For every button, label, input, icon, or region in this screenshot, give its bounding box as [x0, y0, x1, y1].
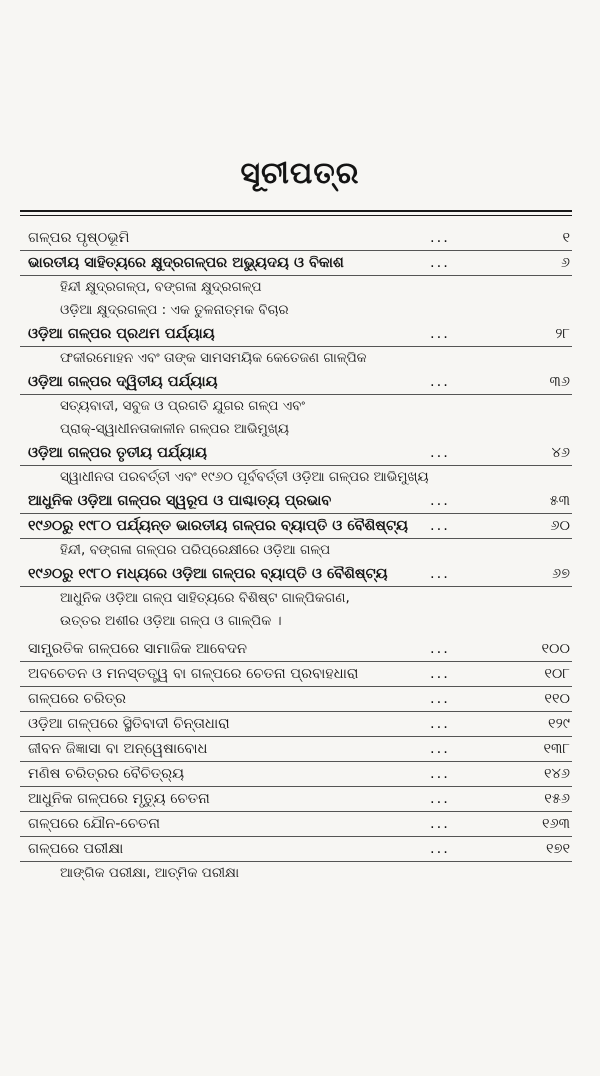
- leader-dots: ...: [430, 518, 450, 534]
- toc-subentry-text: ହିନ୍ଦୀ, ବଙ୍ଗଳା ଗଳ୍ପର ପରିପ୍ରେକ୍ଷୀରେ ଓଡ଼ିଆ ଗଳ୍ପ: [60, 542, 331, 558]
- toc-entry: [20, 687, 572, 712]
- toc-page-number: ୩୬: [549, 374, 570, 390]
- toc-subentry-text: ଓଡ଼ିଆ କ୍ଷୁଦ୍ରଗଳ୍ପ : ଏକ ତୁଳନାତ୍ମକ ବିଚାର: [60, 302, 289, 318]
- toc-entry: [20, 251, 572, 276]
- toc-page-number: ୧: [562, 230, 570, 246]
- toc-page-number: ୧୧୦: [544, 691, 570, 707]
- toc-page-number: ୫୩: [549, 493, 570, 509]
- toc-entry: [20, 370, 572, 395]
- toc-entry-title: ଗଳ୍ପର ପୃଷ୍ଠଭୂମି: [28, 230, 130, 246]
- toc-entry-title: ଜୀବନ ଜିଜ୍ଞାସା ବା ଅନ୍ୱେଷାବୋଧ: [28, 741, 208, 757]
- toc-entry-title: ୧୯୬୦ରୁ ୧୯୮୦ ପର୍ଯ୍ୟନ୍ତ ଭାରତୀୟ ଗଳ୍ପର ବ୍ୟାପ୍ତି ଓ ବୈଶିଷ୍ଟ୍ୟ: [28, 518, 408, 534]
- toc-subentry-text: ଆଙ୍ଗିକ ପରୀକ୍ଷା, ଆତ୍ମିକ ପରୀକ୍ଷା: [60, 865, 240, 881]
- toc-entry-title: ସାମ୍ପ୍ରତିକ ଗଳ୍ପରେ ସାମାଜିକ ଆବେଦନ: [28, 641, 247, 657]
- toc-entry-title: ଗଳ୍ପରେ ଯୌନ-ଚେତନା: [28, 816, 161, 832]
- toc-subentry: [0, 466, 600, 489]
- toc-entry: [20, 837, 572, 862]
- page-title: ସୂଚୀପତ୍ର: [240, 156, 360, 191]
- leader-dots: ...: [430, 326, 450, 342]
- toc-subentry-text: ଉତ୍ତର ଅଶୀର ଓଡ଼ିଆ ଗଳ୍ପ ଓ ଗାଳ୍ପିକ ।: [60, 613, 282, 629]
- toc-subentry: [0, 276, 600, 299]
- toc-entry-title: ଅବଚେତନ ଓ ମନସ୍ତତ୍ତ୍ୱ ବା ଗଳ୍ପରେ ଚେତନା ପ୍ରବାହଧାରା: [28, 666, 359, 682]
- toc-subentry: [0, 418, 600, 441]
- leader-dots: ...: [430, 691, 450, 707]
- leader-dots: ...: [430, 841, 450, 857]
- toc-entry: [20, 662, 572, 687]
- toc-entry-title: ଗଳ୍ପରେ ପରୀକ୍ଷା: [28, 841, 124, 857]
- toc-entry-title: ଆଧୁନିକ ଗଳ୍ପରେ ମୃତ୍ୟୁ ଚେତନା: [28, 791, 210, 807]
- toc-page-number: ୬: [560, 255, 570, 271]
- toc-subentry-text: ସ୍ୱାଧୀନତା ପରବର୍ତ୍ତୀ ଏବଂ ୧୯୬୦ ପୂର୍ବବର୍ତ୍ତୀ ଓଡ଼ିଆ ଗଳ୍ପର ଆଭିମୁଖ୍ୟ: [60, 469, 429, 485]
- toc-entry: [20, 226, 572, 251]
- toc-entry: [20, 762, 572, 787]
- toc-entry-title: ମଣିଷ ଚରିତ୍ରର ବୈଚିତ୍ର୍ୟ: [28, 766, 185, 782]
- leader-dots: ...: [430, 641, 450, 657]
- leader-dots: ...: [430, 791, 450, 807]
- leader-dots: ...: [430, 230, 450, 246]
- toc-page-number: ୧୬୩: [541, 816, 570, 832]
- toc-entry-title: ଓଡ଼ିଆ ଗଳ୍ପର ତୃତୀୟ ପର୍ଯ୍ୟାୟ: [28, 445, 207, 461]
- toc-entry: [20, 514, 572, 539]
- toc-entry-title: ଗଳ୍ପରେ ଚରିତ୍ର: [28, 691, 126, 707]
- leader-dots: ...: [430, 816, 450, 832]
- toc-page-number: ୧୪୬: [544, 766, 570, 782]
- leader-dots: ...: [430, 566, 450, 582]
- leader-dots: ...: [430, 741, 450, 757]
- toc-entry-title: ୧୯୬୦ରୁ ୧୯୮୦ ମଧ୍ୟରେ ଓଡ଼ିଆ ଗଳ୍ପର ବ୍ୟାପ୍ତି ଓ ବୈଶିଷ୍ଟ୍ୟ: [28, 566, 388, 582]
- toc-entry: [20, 812, 572, 837]
- title-rule-thick: [20, 210, 572, 212]
- toc-page-number: ୬୦: [550, 518, 570, 534]
- leader-dots: ...: [430, 716, 450, 732]
- toc-page-number: ୧୦୦: [541, 641, 570, 657]
- toc-subentry-text: ହିନ୍ଦୀ କ୍ଷୁଦ୍ରଗଳ୍ପ, ବଙ୍ଗଳା କ୍ଷୁଦ୍ରଗଳ୍ପ: [60, 279, 262, 295]
- toc-entry: [20, 637, 572, 662]
- toc-subentry: [0, 862, 600, 885]
- toc-subentry-text: ପ୍ରାକ୍-ସ୍ୱାଧୀନତାକାଳୀନ ଗଳ୍ପର ଆଭିମୁଖ୍ୟ: [60, 421, 289, 437]
- toc-entry: [20, 787, 572, 812]
- toc-entry-title: ଓଡ଼ିଆ ଗଳ୍ପରେ ସ୍ଥିତିବାଦୀ ଚିନ୍ତାଧାରା: [28, 716, 230, 732]
- toc-subentry: [0, 610, 600, 633]
- leader-dots: ...: [430, 374, 450, 390]
- toc-page-number: ୧୫୬: [544, 791, 570, 807]
- leader-dots: ...: [430, 666, 450, 682]
- toc-page-number: ୧୩୮: [543, 741, 570, 757]
- toc-page-number: ୧୭୧: [546, 841, 570, 857]
- leader-dots: ...: [430, 766, 450, 782]
- toc-page-number: ୧୨୯: [548, 716, 570, 732]
- toc-entry: [20, 322, 572, 347]
- toc-entry: [20, 737, 572, 762]
- toc-subentry: [0, 587, 600, 610]
- toc-list: [0, 226, 600, 885]
- leader-dots: ...: [430, 445, 450, 461]
- toc-entry: [20, 441, 572, 466]
- title-rule-thin: [20, 215, 572, 216]
- toc-entry-title: ଓଡ଼ିଆ ଗଳ୍ପର ଦ୍ୱିତୀୟ ପର୍ଯ୍ୟାୟ: [28, 374, 218, 390]
- toc-page-number: ୧୦୮: [544, 666, 570, 682]
- toc-subentry: [0, 299, 600, 322]
- toc-entry-title: ଭାରତୀୟ ସାହିତ୍ୟରେ କ୍ଷୁଦ୍ରଗଳ୍ପର ଅଭ୍ୟୁଦୟ ଓ ବିକାଶ: [28, 255, 344, 271]
- toc-subentry-text: ଫକୀରମୋହନ ଏବଂ ତାଙ୍କ ସାମସମୟିକ କେତେଜଣ ଗାଳ୍ପିକ: [60, 350, 367, 366]
- leader-dots: ...: [430, 493, 450, 509]
- toc-entry: [20, 712, 572, 737]
- toc-subentry: [0, 395, 600, 418]
- toc-page-number: ୪୬: [551, 445, 570, 461]
- toc-entry-title: ଆଧୁନିକ ଓଡ଼ିଆ ଗଳ୍ପର ସ୍ୱରୂପ ଓ ପାଶ୍ଚାତ୍ୟ ପ୍ରଭାବ: [28, 493, 332, 509]
- toc-subentry-text: ଆଧୁନିକ ଓଡ଼ିଆ ଗଳ୍ପ ସାହିତ୍ୟରେ ବିଶିଷ୍ଟ ଗାଳ୍ପିକଗଣ,: [60, 590, 350, 606]
- toc-page-number: ୨୮: [555, 326, 570, 342]
- toc-entry: [20, 489, 572, 514]
- toc-subentry: [0, 347, 600, 370]
- toc-entry: [20, 562, 572, 587]
- toc-page-number: ୬୭: [552, 566, 570, 582]
- toc-entry-title: ଓଡ଼ିଆ ଗଳ୍ପର ପ୍ରଥମ ପର୍ଯ୍ୟାୟ: [28, 326, 215, 342]
- toc-subentry-text: ସତ୍ୟବାଦୀ, ସବୁଜ ଓ ପ୍ରଗତି ଯୁଗର ଗଳ୍ପ ଏବଂ: [60, 398, 305, 414]
- leader-dots: ...: [430, 255, 450, 271]
- toc-subentry: [0, 539, 600, 562]
